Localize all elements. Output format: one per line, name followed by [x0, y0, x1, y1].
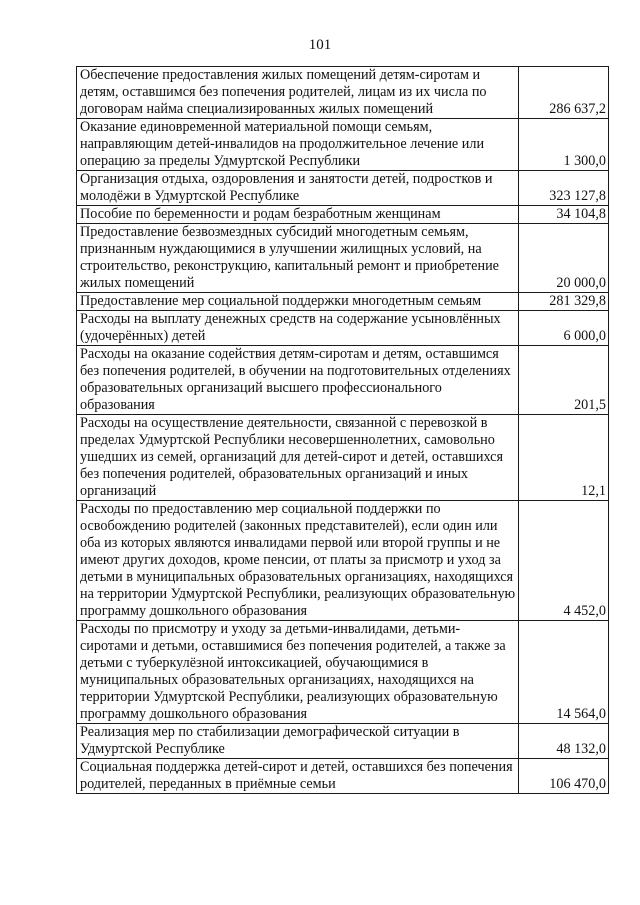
table-row — [77, 346, 609, 415]
row-amount: 201,5 — [519, 346, 609, 415]
row-amount: 1 300,0 — [519, 119, 609, 171]
page-number: 101 — [308, 37, 332, 53]
row-amount: 12,1 — [519, 415, 609, 501]
row-amount: 286 637,2 — [519, 67, 609, 119]
row-amount: 14 564,0 — [519, 621, 609, 724]
table-row — [77, 621, 609, 724]
row-description: Обеспечение предоставления жилых помещений детям-сиротам и детям, оставшимся без попечения родителей, лицам из их числа по договорам найма специализированных жилых помещений — [77, 67, 519, 119]
table-row — [77, 415, 609, 501]
row-description: Предоставление мер социальной поддержки многодетным семьям — [77, 293, 519, 311]
row-amount: 4 452,0 — [519, 501, 609, 621]
table-row — [77, 293, 609, 311]
row-amount: 20 000,0 — [519, 224, 609, 293]
table-row — [77, 311, 609, 346]
row-description: Реализация мер по стабилизации демографической ситуации в Удмуртской Республике — [77, 724, 519, 759]
row-description: Социальная поддержка детей-сирот и детей, оставшихся без попечения родителей, переданных в приёмные семьи — [77, 759, 519, 794]
table-row — [77, 171, 609, 206]
row-amount: 34 104,8 — [519, 206, 609, 224]
row-amount: 106 470,0 — [519, 759, 609, 794]
row-description: Расходы на выплату денежных средств на содержание усыновлённых (удочерённых) детей — [77, 311, 519, 346]
table-row — [77, 759, 609, 794]
row-amount: 281 329,8 — [519, 293, 609, 311]
row-description: Оказание единовременной материальной помощи семьям, направляющим детей-инвалидов на продолжительное лечение или операцию за пределы Удмуртской Республики — [77, 119, 519, 171]
row-description: Организация отдыха, оздоровления и занятости детей, подростков и молодёжи в Удмуртской Республике — [77, 171, 519, 206]
budget-table — [76, 66, 609, 794]
table-row — [77, 67, 609, 119]
row-description: Расходы на оказание содействия детям-сиротам и детям, оставшимся без попечения родителей, в обучении на подготовительных отделениях образовательных организаций высшего профессионального образования — [77, 346, 519, 415]
table-row — [77, 119, 609, 171]
row-amount: 48 132,0 — [519, 724, 609, 759]
table-row — [77, 724, 609, 759]
table-row — [77, 501, 609, 621]
row-amount: 6 000,0 — [519, 311, 609, 346]
row-description: Предоставление безвозмездных субсидий многодетным семьям, признанным нуждающимися в улучшении жилищных условий, на строительство, реконструкцию, капитальный ремонт и приобретение жилых помещений — [77, 224, 519, 293]
row-amount: 323 127,8 — [519, 171, 609, 206]
row-description: Расходы по присмотру и уходу за детьми-инвалидами, детьми-сиротами и детьми, оставшимися без попечения родителей, а также за детьми с туберкулёзной интоксикацией, обучающимися в муниципальных образовательных организациях, находящихся на территории Удмуртской Республики, реализующих образовательную программу дошкольного образования — [77, 621, 519, 724]
row-description: Расходы на осуществление деятельности, связанной с перевозкой в пределах Удмуртской Республики несовершеннолетних, самовольно ушедших из семей, организаций для детей-сирот и детей, оставшихся без попечения родителей, образовательных организаций и иных организаций — [77, 415, 519, 501]
table-row — [77, 224, 609, 293]
budget-table-body — [77, 67, 609, 794]
table-row — [77, 206, 609, 224]
row-description: Пособие по беременности и родам безработным женщинам — [77, 206, 519, 224]
row-description: Расходы по предоставлению мер социальной поддержки по освобождению родителей (законных представителей), если один или оба из которых являются инвалидами первой или второй группы и не имеют других доходов, кроме пенсии, от платы за присмотр и уход за детьми в муниципальных образовательных организациях, находящихся на территории Удмуртской Республики, реализующих образовательную программу дошкольного образования — [77, 501, 519, 621]
